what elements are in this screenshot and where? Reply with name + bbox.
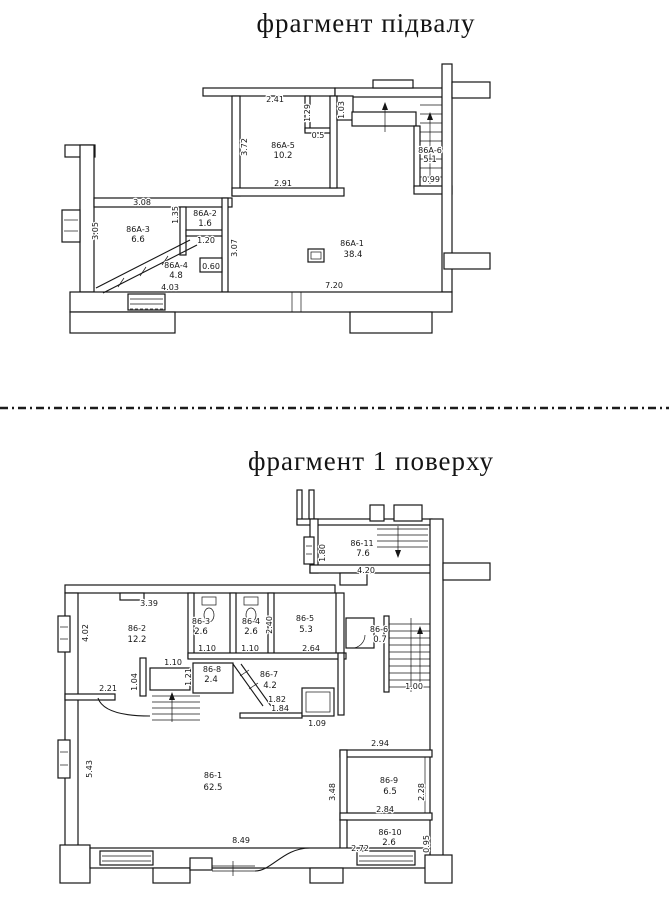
dim-label: 2.64: [302, 644, 320, 653]
basement-walls: [65, 64, 490, 333]
dim-label: 0.60: [202, 262, 220, 271]
dim-label: 3.07: [230, 239, 239, 257]
room-area: 2.6: [194, 627, 208, 637]
room-id: 86-11: [350, 539, 374, 548]
room-id: 86-3: [191, 617, 211, 626]
dim-label: 2.72: [351, 844, 369, 853]
room-area: 10.2: [273, 151, 293, 161]
dim-label: 2.40: [265, 616, 274, 634]
dim-label: 2.94: [371, 739, 389, 748]
dim-label: 3.48: [328, 783, 337, 801]
room-area: 2.6: [382, 838, 396, 848]
room-id: 86-9: [379, 776, 399, 785]
dim-label: 1.03: [337, 101, 346, 119]
basement-window-bottom: [128, 294, 165, 310]
room-area: 62.5: [203, 783, 223, 793]
dim-label: 1.21: [184, 668, 193, 686]
room-id: 86-6: [369, 625, 389, 634]
dim-label: 1.10: [164, 658, 182, 667]
room-area: 5.3: [299, 625, 313, 635]
room-id: 86А-2: [193, 209, 217, 218]
room-id: 86А-4: [164, 261, 188, 270]
stairs-right: [389, 618, 430, 692]
dim-label: 1.00: [405, 682, 423, 691]
basement-title: фрагмент підвалу: [256, 8, 476, 38]
dim-label: 1.04: [130, 673, 139, 691]
dim-label: 3.08: [133, 198, 151, 207]
room-id: 86А-1: [340, 239, 364, 248]
basement-stairs: [420, 105, 442, 184]
dim-label: 1.80: [318, 544, 327, 562]
dim-label: 3.72: [240, 138, 249, 156]
basement-column: [308, 249, 324, 262]
room-id: 86-7: [259, 670, 279, 679]
dim-label: 4.20: [357, 566, 375, 575]
room-area: 6.6: [131, 235, 145, 245]
dim-label: 1.35: [171, 206, 180, 224]
room-id: 86-8: [202, 665, 222, 674]
dim-label: 2.84: [376, 805, 394, 814]
room-area: 1.6: [198, 219, 212, 229]
room-id: 86-2: [127, 624, 147, 633]
dim-label: 1.20: [197, 236, 215, 245]
room-area: 4.2: [263, 681, 277, 691]
room-id: 86А-3: [126, 225, 150, 234]
first-floor-plan: [58, 446, 494, 883]
dim-label: 0.99: [422, 175, 440, 184]
room-area: 7.6: [356, 549, 370, 559]
room-id: 86-5: [295, 614, 315, 623]
dim-label: 2.91: [274, 179, 292, 188]
dim-label: 5.43: [85, 760, 94, 778]
basement-window-left: [62, 210, 80, 242]
dim-label: 8.49: [232, 836, 250, 845]
dim-label: 2.41: [266, 95, 284, 104]
room-area: 12.2: [127, 635, 147, 645]
dim-label: 3.39: [140, 599, 158, 608]
room-id: 86А-6: [418, 146, 442, 155]
dim-label: 7.20: [325, 281, 343, 290]
dim-label: 2.28: [417, 783, 426, 801]
dim-label: 1.10: [241, 644, 259, 653]
basement-plan: [62, 8, 490, 333]
curved-step: [98, 698, 150, 716]
dim-label: 0.5: [311, 131, 325, 140]
dim-label: 2.21: [99, 684, 117, 693]
dim-label: 0.95: [422, 835, 431, 853]
room-area: 38.4: [343, 250, 363, 260]
room-area: 4.8: [169, 271, 183, 281]
room-id: 86-4: [241, 617, 261, 626]
dim-label: 1.82: [268, 695, 286, 704]
room-area: 5.1: [423, 155, 437, 165]
dim-label: 1.29: [303, 104, 312, 122]
room-id: 86А-5: [271, 141, 295, 150]
room-area: 2.4: [204, 675, 218, 685]
shaft-box: [302, 688, 334, 716]
first-floor-title: фрагмент 1 поверху: [247, 446, 495, 476]
dim-label: 3.05: [91, 222, 100, 240]
room-area: 2.6: [244, 627, 258, 637]
stairs-top-right: [377, 526, 428, 556]
dim-label: 1.09: [308, 719, 326, 728]
room-area: 0.7: [373, 635, 387, 645]
room-id: 86-10: [378, 828, 402, 837]
dim-label: 4.03: [161, 283, 179, 292]
room-area: 6.5: [383, 787, 397, 797]
dim-label: 1.10: [198, 644, 216, 653]
dim-label: 1.84: [271, 704, 289, 713]
dim-label: 4.02: [81, 624, 90, 642]
room-id: 86-1: [203, 771, 223, 780]
